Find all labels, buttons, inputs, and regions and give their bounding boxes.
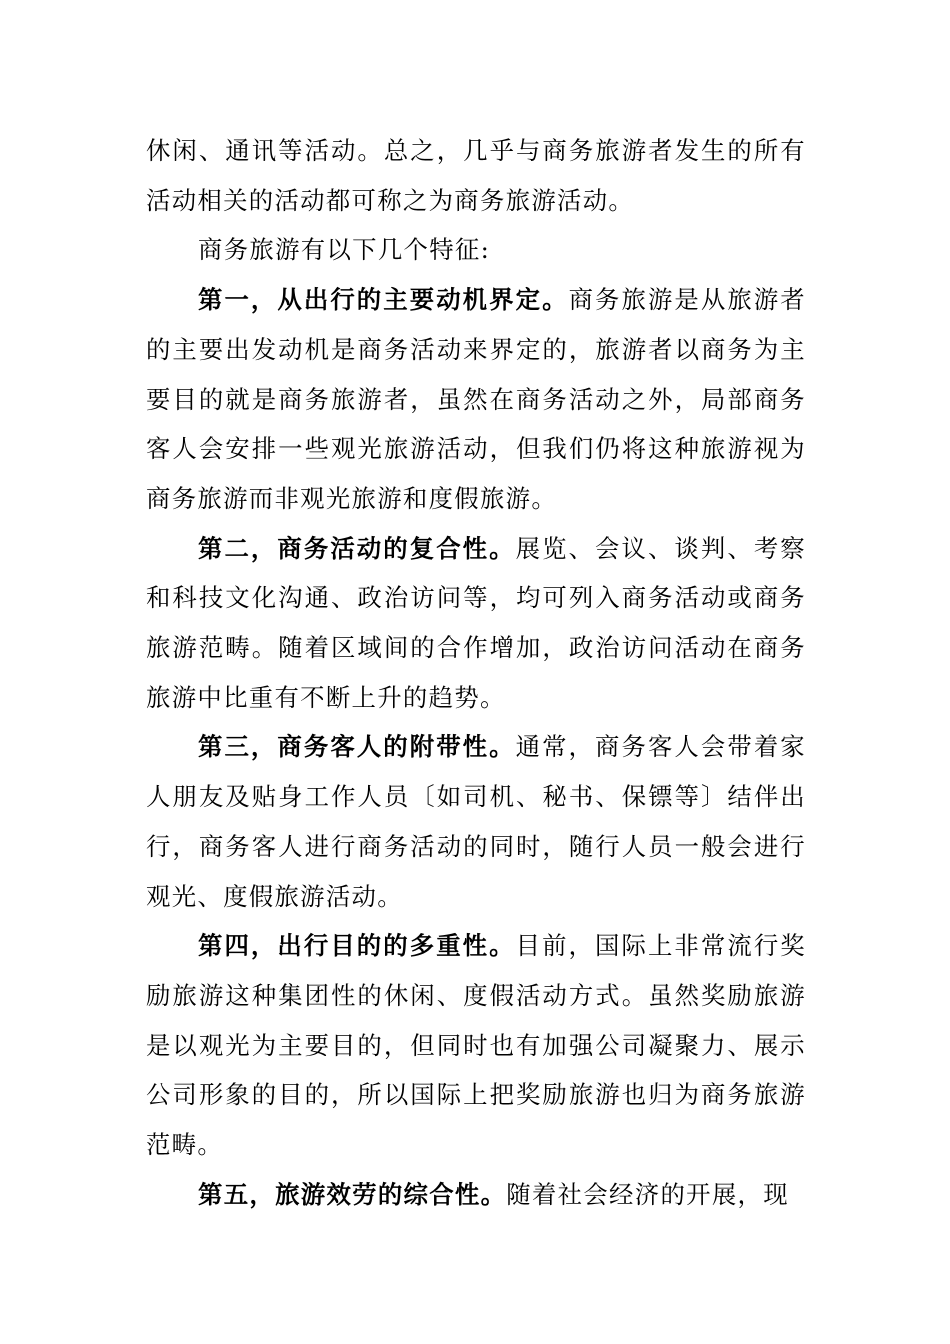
- paragraph-continuation: [146, 126, 806, 225]
- paragraph-heading: 第四，出行目的的多重性。: [198, 931, 516, 961]
- paragraph-text: 随着社会经济的开展，现: [506, 1179, 789, 1209]
- paragraph-feature-1: [146, 275, 806, 524]
- paragraph-heading: 第一，从出行的主要动机界定。: [198, 285, 569, 315]
- paragraph-text: 展览、会议、谈判、考察和科技文化沟通、政治访问等，均可列入商务活动或商务旅游范畴。随着区域间的合作增加，政治访问活动在商务旅游中比重有不断上升的趋势。: [146, 533, 806, 712]
- paragraph-text: 商务旅游有以下几个特征:: [198, 235, 491, 265]
- paragraph-text: 目前，国际上非常流行奖励旅游这种集团性的休闲、度假活动方式。虽然奖励旅游是以观光为主要目的，但同时也有加强公司凝聚力、展示公司形象的目的，所以国际上把奖励旅游也归为商务旅游范畴。: [146, 931, 806, 1160]
- paragraph-feature-3: [146, 722, 806, 921]
- paragraph-heading: 第五，旅游效劳的综合性。: [198, 1179, 507, 1209]
- paragraph-heading: 第二，商务活动的复合性。: [198, 533, 516, 563]
- paragraph-feature-4: [146, 921, 806, 1170]
- paragraph-text: 商务旅游是从旅游者的主要出发动机是商务活动来界定的，旅游者以商务为主要目的就是商务旅游者，虽然在商务活动之外，局部商务客人会安排一些观光旅游活动，但我们仍将这种旅游视为商务旅游而非观光旅游和度假旅游。: [146, 285, 807, 513]
- paragraph-feature-2: [146, 524, 806, 723]
- paragraph-text: 通常，商务客人会带着家人朋友及贴身工作人员〔如司机、秘书、保镖等〕结伴出行，商务客人进行商务活动的同时，随行人员一般会进行观光、度假旅游活动。: [146, 732, 806, 911]
- paragraph-text: 休闲、通讯等活动。总之，几乎与商务旅游者发生的所有活动相关的活动都可称之为商务旅游活动。: [146, 136, 806, 215]
- paragraph-heading: 第三，商务客人的附带性。: [198, 732, 516, 762]
- paragraph-intro: [146, 225, 806, 275]
- paragraph-feature-5: [146, 1170, 806, 1220]
- document-body: [146, 126, 806, 1219]
